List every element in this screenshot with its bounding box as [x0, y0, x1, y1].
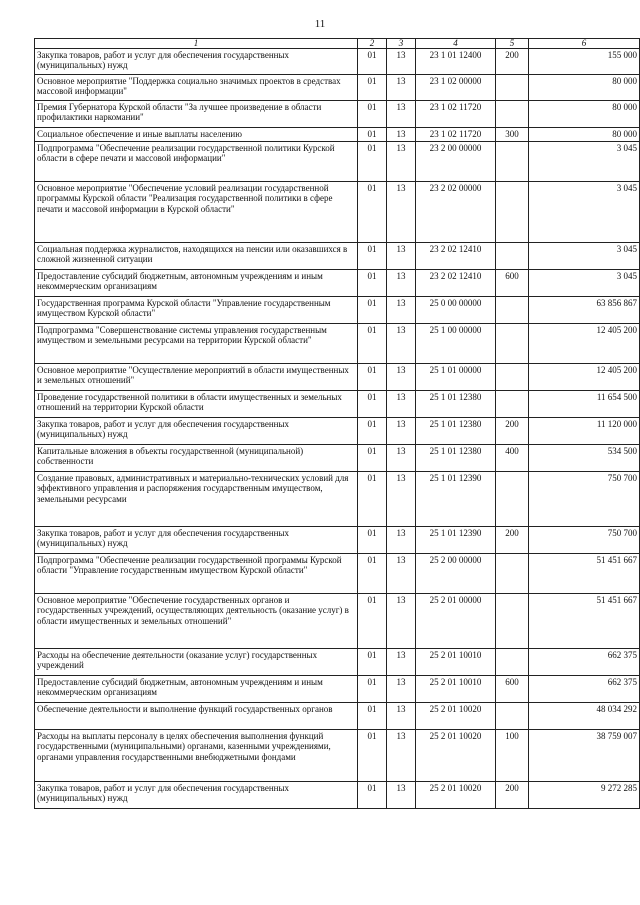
- row-expense-type: 200: [496, 782, 529, 809]
- table-body: [35, 49, 640, 809]
- row-expense-type: 600: [496, 676, 529, 703]
- row-subsection: 13: [387, 364, 416, 391]
- row-target-article: 23 1 02 00000: [416, 75, 496, 101]
- row-amount: 3 045: [529, 142, 640, 182]
- row-subsection: 13: [387, 297, 416, 324]
- row-target-article: 25 1 01 00000: [416, 364, 496, 391]
- column-header-section: 2: [358, 39, 387, 49]
- row-expense-type: [496, 75, 529, 101]
- row-amount: 3 045: [529, 243, 640, 270]
- row-expense-type: [496, 297, 529, 324]
- table-row: [35, 782, 640, 809]
- row-subsection: 13: [387, 142, 416, 182]
- row-name: Проведение государственной политики в области имущественных и земельных отношений на территории Курской области: [35, 391, 358, 418]
- table-row: [35, 49, 640, 75]
- row-target-article: 25 1 01 12390: [416, 527, 496, 554]
- table-row: [35, 554, 640, 594]
- row-section: 01: [358, 128, 387, 142]
- row-amount: 3 045: [529, 270, 640, 297]
- row-section: 01: [358, 445, 387, 472]
- table-row: [35, 324, 640, 364]
- row-subsection: 13: [387, 391, 416, 418]
- row-target-article: 25 2 01 10020: [416, 730, 496, 782]
- row-amount: 12 405 200: [529, 364, 640, 391]
- row-target-article: 25 2 01 10020: [416, 703, 496, 730]
- column-header-target-article: 4: [416, 39, 496, 49]
- table-row: [35, 270, 640, 297]
- row-section: 01: [358, 49, 387, 75]
- row-subsection: 13: [387, 128, 416, 142]
- row-expense-type: 200: [496, 49, 529, 75]
- row-name: Подпрограмма "Обеспечение реализации государственной политики Курской области в сфере печати и массовой информации": [35, 142, 358, 182]
- row-section: 01: [358, 782, 387, 809]
- row-target-article: 25 2 01 10020: [416, 782, 496, 809]
- row-section: 01: [358, 142, 387, 182]
- row-amount: 750 700: [529, 472, 640, 527]
- row-expense-type: [496, 391, 529, 418]
- row-expense-type: [496, 101, 529, 128]
- column-header-amount: 6: [529, 39, 640, 49]
- row-subsection: 13: [387, 730, 416, 782]
- row-target-article: 23 2 02 12410: [416, 270, 496, 297]
- row-expense-type: [496, 594, 529, 649]
- row-subsection: 13: [387, 554, 416, 594]
- row-expense-type: [496, 142, 529, 182]
- row-name: Основное мероприятие "Обеспечение условий реализации государственной программы Курской области "Реализация государственной политики в сфере печати и массовой информации в Курской области": [35, 182, 358, 243]
- row-subsection: 13: [387, 101, 416, 128]
- row-subsection: 13: [387, 782, 416, 809]
- column-number-row: [35, 39, 640, 49]
- row-amount: 534 500: [529, 445, 640, 472]
- row-expense-type: 400: [496, 445, 529, 472]
- row-amount: 3 045: [529, 182, 640, 243]
- row-section: 01: [358, 676, 387, 703]
- row-section: 01: [358, 243, 387, 270]
- table-row: [35, 445, 640, 472]
- row-section: 01: [358, 554, 387, 594]
- row-amount: 51 451 667: [529, 594, 640, 649]
- row-name: Расходы на обеспечение деятельности (оказание услуг) государственных учреждений: [35, 649, 358, 676]
- row-subsection: 13: [387, 49, 416, 75]
- row-target-article: 23 1 02 11720: [416, 101, 496, 128]
- row-target-article: 23 2 00 00000: [416, 142, 496, 182]
- row-amount: 11 654 500: [529, 391, 640, 418]
- row-target-article: 25 2 01 10010: [416, 649, 496, 676]
- table-row: [35, 243, 640, 270]
- row-name: Закупка товаров, работ и услуг для обеспечения государственных (муниципальных) нужд: [35, 49, 358, 75]
- row-target-article: 23 1 01 12400: [416, 49, 496, 75]
- row-name: Основное мероприятие "Поддержка социально значимых проектов в средствах массовой информации": [35, 75, 358, 101]
- row-section: 01: [358, 527, 387, 554]
- row-expense-type: 200: [496, 527, 529, 554]
- row-expense-type: 600: [496, 270, 529, 297]
- row-amount: 11 120 000: [529, 418, 640, 445]
- table-row: [35, 75, 640, 101]
- table-row: [35, 730, 640, 782]
- row-name: Подпрограмма "Обеспечение реализации государственной программы Курской области "Управление государственным имуществом Курской области": [35, 554, 358, 594]
- row-section: 01: [358, 364, 387, 391]
- table-row: [35, 703, 640, 730]
- table-row: [35, 364, 640, 391]
- row-expense-type: [496, 472, 529, 527]
- row-name: Премия Губернатора Курской области "За лучшее произведение в области профилактики наркомании": [35, 101, 358, 128]
- table-row: [35, 418, 640, 445]
- row-section: 01: [358, 418, 387, 445]
- row-expense-type: [496, 243, 529, 270]
- row-expense-type: 300: [496, 128, 529, 142]
- column-header-subsection: 3: [387, 39, 416, 49]
- row-section: 01: [358, 594, 387, 649]
- row-amount: 38 759 007: [529, 730, 640, 782]
- row-name: Обеспечение деятельности и выполнение функций государственных органов: [35, 703, 358, 730]
- table-row: [35, 676, 640, 703]
- row-target-article: 25 0 00 00000: [416, 297, 496, 324]
- row-name: Основное мероприятие "Осуществление мероприятий в области имущественных и земельных отношений": [35, 364, 358, 391]
- row-target-article: 25 2 01 00000: [416, 594, 496, 649]
- row-subsection: 13: [387, 703, 416, 730]
- row-name: Закупка товаров, работ и услуг для обеспечения государственных (муниципальных) нужд: [35, 527, 358, 554]
- row-amount: 48 034 292: [529, 703, 640, 730]
- row-section: 01: [358, 324, 387, 364]
- row-target-article: 25 2 00 00000: [416, 554, 496, 594]
- table-row: [35, 391, 640, 418]
- page-number: 11: [314, 18, 326, 30]
- row-subsection: 13: [387, 243, 416, 270]
- row-amount: 155 000: [529, 49, 640, 75]
- row-amount: 12 405 200: [529, 324, 640, 364]
- row-amount: 51 451 667: [529, 554, 640, 594]
- row-section: 01: [358, 182, 387, 243]
- row-name: Создание правовых, административных и материально-технических условий для эффективного управления и распоряжения государственным имуществом, земельными ресурсами: [35, 472, 358, 527]
- row-name: Капитальные вложения в объекты государственной (муниципальной) собственности: [35, 445, 358, 472]
- budget-table: [34, 38, 640, 809]
- row-target-article: 23 2 02 00000: [416, 182, 496, 243]
- row-subsection: 13: [387, 75, 416, 101]
- row-target-article: 25 1 01 12380: [416, 391, 496, 418]
- row-target-article: 25 1 01 12380: [416, 445, 496, 472]
- column-header-expense-type: 5: [496, 39, 529, 49]
- row-section: 01: [358, 703, 387, 730]
- row-subsection: 13: [387, 527, 416, 554]
- row-target-article: 25 1 01 12380: [416, 418, 496, 445]
- row-name: Основное мероприятие "Обеспечение государственных органов и государственных учреждений, осуществляющих деятельность (оказание услуг) в области имущественных и земельных отношений": [35, 594, 358, 649]
- row-amount: 9 272 285: [529, 782, 640, 809]
- row-subsection: 13: [387, 445, 416, 472]
- row-amount: 750 700: [529, 527, 640, 554]
- row-name: Закупка товаров, работ и услуг для обеспечения государственных (муниципальных) нужд: [35, 782, 358, 809]
- row-expense-type: 100: [496, 730, 529, 782]
- row-section: 01: [358, 270, 387, 297]
- row-subsection: 13: [387, 270, 416, 297]
- table-row: [35, 527, 640, 554]
- row-name: Расходы на выплаты персоналу в целях обеспечения выполнения функций государственными (муниципальными) органами, казенными учреждениями, органами управления государственными внебюджетными фондами: [35, 730, 358, 782]
- row-expense-type: [496, 364, 529, 391]
- row-section: 01: [358, 297, 387, 324]
- table-row: [35, 142, 640, 182]
- row-name: Социальная поддержка журналистов, находящихся на пенсии или оказавшихся в сложной жизненной ситуации: [35, 243, 358, 270]
- row-target-article: 25 1 00 00000: [416, 324, 496, 364]
- row-target-article: 25 1 01 12390: [416, 472, 496, 527]
- row-amount: 80 000: [529, 75, 640, 101]
- row-expense-type: [496, 324, 529, 364]
- row-expense-type: [496, 182, 529, 243]
- row-amount: 80 000: [529, 101, 640, 128]
- table-row: [35, 182, 640, 243]
- row-subsection: 13: [387, 676, 416, 703]
- row-subsection: 13: [387, 649, 416, 676]
- row-amount: 662 375: [529, 649, 640, 676]
- row-name: Закупка товаров, работ и услуг для обеспечения государственных (муниципальных) нужд: [35, 418, 358, 445]
- table-row: [35, 101, 640, 128]
- row-name: Социальное обеспечение и иные выплаты населению: [35, 128, 358, 142]
- row-expense-type: 200: [496, 418, 529, 445]
- table-row: [35, 594, 640, 649]
- row-target-article: 23 2 02 12410: [416, 243, 496, 270]
- table-row: [35, 297, 640, 324]
- row-name: Предоставление субсидий бюджетным, автономным учреждениям и иным некоммерческим организациям: [35, 676, 358, 703]
- row-subsection: 13: [387, 472, 416, 527]
- row-subsection: 13: [387, 418, 416, 445]
- row-expense-type: [496, 554, 529, 594]
- table-row: [35, 472, 640, 527]
- row-name: Подпрограмма "Совершенствование системы управления государственным имуществом и земельными ресурсами на территории Курской области": [35, 324, 358, 364]
- row-section: 01: [358, 472, 387, 527]
- row-amount: 80 000: [529, 128, 640, 142]
- row-amount: 63 856 867: [529, 297, 640, 324]
- row-section: 01: [358, 730, 387, 782]
- column-header-name: 1: [35, 39, 358, 49]
- row-amount: 662 375: [529, 676, 640, 703]
- row-subsection: 13: [387, 324, 416, 364]
- row-expense-type: [496, 703, 529, 730]
- table-row: [35, 649, 640, 676]
- row-section: 01: [358, 649, 387, 676]
- row-subsection: 13: [387, 182, 416, 243]
- row-expense-type: [496, 649, 529, 676]
- row-section: 01: [358, 75, 387, 101]
- row-target-article: 23 1 02 11720: [416, 128, 496, 142]
- table-row: [35, 128, 640, 142]
- row-section: 01: [358, 101, 387, 128]
- row-name: Государственная программа Курской области "Управление государственным имуществом Курской области": [35, 297, 358, 324]
- row-section: 01: [358, 391, 387, 418]
- row-target-article: 25 2 01 10010: [416, 676, 496, 703]
- row-name: Предоставление субсидий бюджетным, автономным учреждениям и иным некоммерческим организациям: [35, 270, 358, 297]
- row-subsection: 13: [387, 594, 416, 649]
